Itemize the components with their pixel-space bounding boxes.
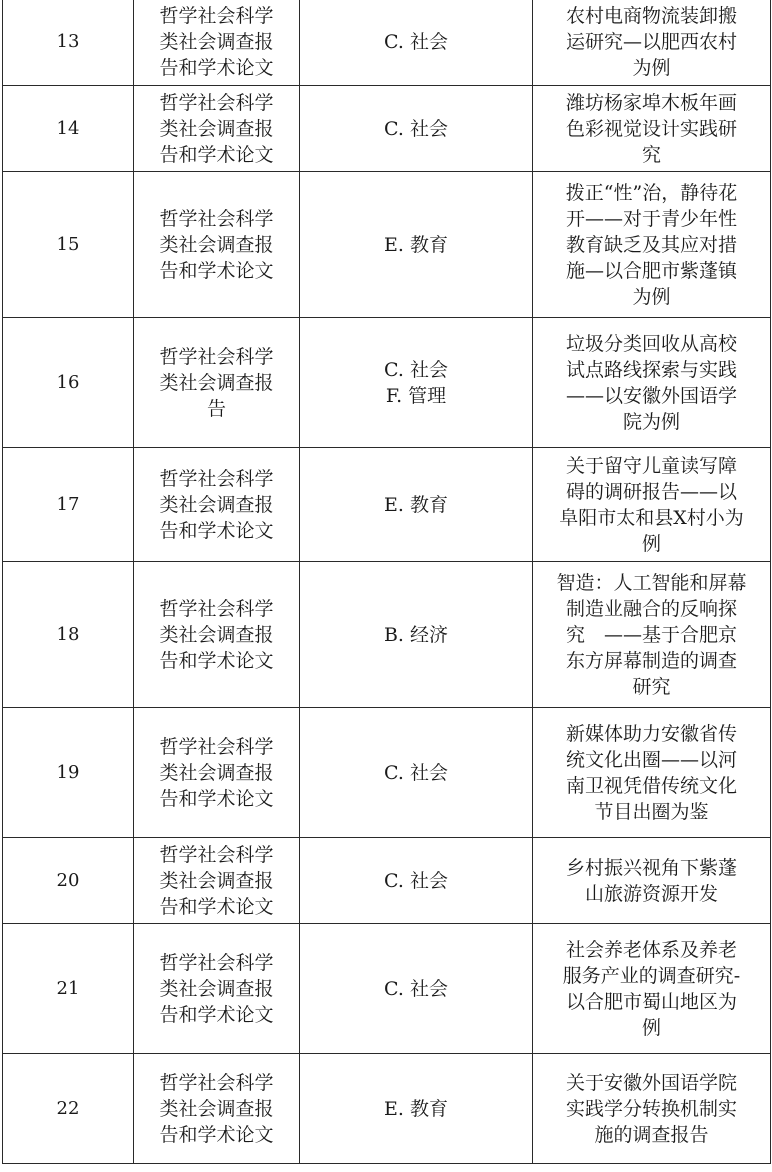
category-cell-line: 哲学社会科学: [159, 5, 274, 27]
title-cell-line: 制造业融合的反响探: [565, 597, 737, 620]
category-cell-line: 哲学社会科学: [159, 597, 274, 620]
table-row: [3, 708, 771, 838]
category-cell-line: 告和学术论文: [159, 1003, 274, 1026]
title-cell-line: 南卫视凭借传统文化: [565, 774, 737, 797]
category-cell-line: 告和学术论文: [159, 259, 274, 282]
title-cell-line: 潍坊杨家埠木板年画: [565, 91, 737, 114]
title-cell-line: 施的调查报告: [594, 1123, 709, 1146]
category-cell-line: 类社会调查报: [159, 31, 274, 53]
row-number: 19: [3, 708, 134, 838]
category-cell: [134, 562, 300, 708]
category-cell-line: 类社会调查报: [159, 869, 274, 892]
title-cell-line: 关于安徽外国语学院: [565, 1071, 737, 1094]
title-cell-line: 例: [641, 1016, 661, 1039]
field-cell-line: C. 社会: [384, 761, 448, 784]
category-cell-line: 告和学术论文: [159, 519, 274, 542]
category-cell-line: 告: [206, 397, 226, 420]
category-cell: [134, 1054, 300, 1164]
title-cell: [533, 86, 771, 172]
title-cell-line: 以合肥市蜀山地区为: [565, 990, 737, 1013]
table-row: [3, 86, 771, 172]
category-cell-line: 哲学社会科学: [159, 345, 274, 368]
table-row: [3, 838, 771, 924]
title-cell-line: 东方屏幕制造的调查: [565, 649, 737, 672]
table-row: [3, 318, 771, 448]
category-cell: [134, 924, 300, 1054]
title-cell-line: 服务产业的调查研究-: [562, 964, 741, 987]
category-cell-line: 哲学社会科学: [159, 843, 274, 866]
row-number: 13: [3, 0, 134, 86]
category-cell: [134, 318, 300, 448]
title-cell-line: 色彩视觉设计实践研: [565, 117, 737, 140]
title-cell-line: 农村电商物流装卸搬: [565, 5, 737, 27]
row-number: 18: [3, 562, 134, 708]
field-cell-line: E. 教育: [384, 493, 448, 516]
table-row: [3, 1054, 771, 1164]
title-cell-line: 实践学分转换机制实: [565, 1097, 737, 1120]
table-row: [3, 562, 771, 708]
category-cell-line: 类社会调查报: [159, 233, 274, 256]
category-cell-line: 类社会调查报: [159, 623, 274, 646]
field-cell-line: C. 社会: [384, 977, 448, 1000]
field-cell-line: F. 管理: [385, 384, 447, 407]
category-cell-line: 类社会调查报: [159, 371, 274, 394]
title-cell-line: 统文化出圈——以河: [565, 748, 737, 771]
title-cell-line: 社会养老体系及养老: [565, 938, 737, 961]
title-cell-line: 垃圾分类回收从高校: [565, 332, 737, 355]
title-cell-line: 例: [641, 532, 661, 555]
title-cell-line: 关于留守儿童读写障: [565, 454, 737, 477]
row-number: 20: [3, 838, 134, 924]
category-cell-line: 哲学社会科学: [159, 467, 274, 490]
title-cell-line: 教育缺乏及其应对措: [565, 233, 737, 256]
category-cell-line: 哲学社会科学: [159, 735, 274, 758]
row-number: 21: [3, 924, 134, 1054]
title-cell: [533, 708, 771, 838]
row-number: 16: [3, 318, 134, 448]
title-cell: [533, 448, 771, 562]
category-cell: [134, 86, 300, 172]
project-table: [2, 0, 771, 1164]
category-cell: [134, 838, 300, 924]
field-cell-line: C. 社会: [384, 358, 448, 381]
title-cell: [533, 318, 771, 448]
field-cell-line: C. 社会: [384, 31, 448, 53]
category-cell: [134, 708, 300, 838]
row-number: 22: [3, 1054, 134, 1164]
category-cell-line: 哲学社会科学: [159, 1071, 274, 1094]
field-cell: [300, 0, 533, 86]
title-cell: [533, 0, 771, 86]
category-cell-line: 告和学术论文: [159, 895, 274, 918]
title-cell: [533, 562, 771, 708]
title-cell-line: 节目出圈为鉴: [594, 800, 709, 823]
title-cell-line: 为例: [632, 57, 671, 79]
category-cell-line: 告和学术论文: [159, 57, 274, 79]
title-cell-line: 山旅游资源开发: [584, 882, 718, 905]
title-cell-line: 试点路线探索与实践: [565, 358, 737, 381]
field-cell: [300, 562, 533, 708]
category-cell-line: 类社会调查报: [159, 117, 274, 140]
field-cell: [300, 172, 533, 318]
category-cell: [134, 0, 300, 86]
field-cell: [300, 1054, 533, 1164]
category-cell-line: 类社会调查报: [159, 493, 274, 516]
title-cell: [533, 838, 771, 924]
table-row: [3, 0, 771, 86]
category-cell-line: 类社会调查报: [159, 977, 274, 1000]
field-cell-line: B. 经济: [383, 623, 449, 646]
row-number: 14: [3, 86, 134, 172]
field-cell: [300, 86, 533, 172]
title-cell-line: 新媒体助力安徽省传: [565, 722, 737, 745]
field-cell: [300, 448, 533, 562]
title-cell: [533, 172, 771, 318]
field-cell-line: C. 社会: [384, 117, 448, 140]
row-number: 15: [3, 172, 134, 318]
table-row: [3, 448, 771, 562]
field-cell: [300, 318, 533, 448]
field-cell-line: E. 教育: [384, 233, 448, 256]
title-cell: [533, 924, 771, 1054]
category-cell-line: 哲学社会科学: [159, 91, 274, 114]
category-cell-line: 告和学术论文: [159, 1123, 274, 1146]
title-cell-line: 施—以合肥市紫蓬镇: [565, 259, 737, 282]
category-cell-line: 哲学社会科学: [159, 207, 274, 230]
title-cell-line: 乡村振兴视角下紫蓬: [565, 856, 737, 879]
table-row: [3, 172, 771, 318]
title-cell-line: ——以安徽外国语学: [565, 384, 737, 407]
category-cell-line: 哲学社会科学: [159, 951, 274, 974]
field-cell: [300, 708, 533, 838]
title-cell-line: 拨正“性”治，静待花: [565, 181, 738, 204]
category-cell-line: 类社会调查报: [159, 761, 274, 784]
title-cell-line: 研究: [632, 675, 671, 698]
category-cell-line: 告和学术论文: [159, 143, 274, 166]
title-cell-line: 开——对于青少年性: [565, 207, 737, 230]
title-cell-line: 为例: [632, 285, 671, 308]
title-cell-line: 运研究—以肥西农村: [565, 31, 737, 53]
title-cell-line: 究: [641, 143, 661, 166]
category-cell: [134, 448, 300, 562]
field-cell-line: C. 社会: [384, 869, 448, 892]
title-cell-line: 阜阳市太和县X村小为: [559, 506, 744, 529]
title-cell-line: 究 ——基于合肥京: [565, 623, 737, 646]
category-cell-line: 类社会调查报: [159, 1097, 274, 1120]
category-cell-line: 告和学术论文: [159, 649, 274, 672]
title-cell-line: 院为例: [622, 410, 680, 433]
field-cell: [300, 838, 533, 924]
title-cell-line: 碍的调研报告——以: [565, 480, 737, 503]
field-cell-line: E. 教育: [384, 1097, 448, 1120]
title-cell: [533, 1054, 771, 1164]
category-cell: [134, 172, 300, 318]
table-body: [3, 0, 771, 1164]
title-cell-line: 智造：人工智能和屏幕: [556, 571, 747, 594]
field-cell: [300, 924, 533, 1054]
category-cell-line: 告和学术论文: [159, 787, 274, 810]
table-row: [3, 924, 771, 1054]
row-number: 17: [3, 448, 134, 562]
